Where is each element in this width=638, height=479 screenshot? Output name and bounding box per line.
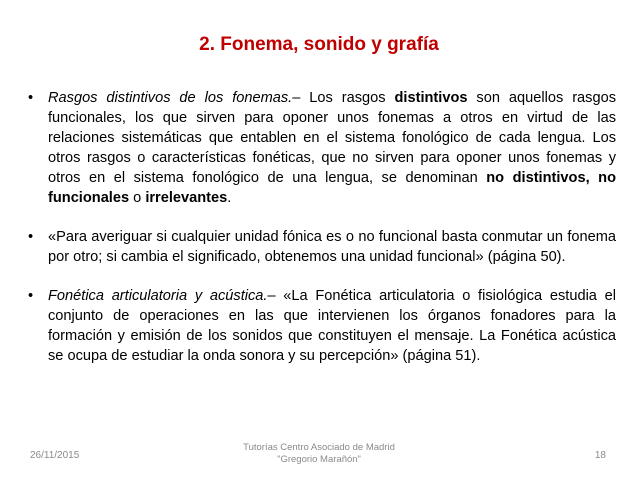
bullet-lead-italic: Rasgos distintivos de los fonemas. bbox=[48, 90, 293, 106]
bullet-text: – Los rasgos bbox=[292, 90, 395, 106]
footer-date: 26/11/2015 bbox=[30, 450, 80, 461]
bullet-bold-term: no distintivos, no funcionales bbox=[48, 170, 616, 206]
bullet-text: «Para averiguar si cualquier unidad fónica es o no funcional basta conmutar un fonema por otro; si cambia el significado, obtenemos una unidad funcional» (página 50). bbox=[48, 229, 616, 265]
bullet-text: – «La Fonética articulatoria o fisiológica estudia el conjunto de operaciones en las que intervienen los órganos fonadores para la formación y emisión de los sonidos que constituyen el mensaje. La Fonética acústica se ocupa de estudiar la onda sonora y su percepción» (página 51). bbox=[48, 288, 617, 364]
bullet-text: o bbox=[129, 190, 146, 206]
bullet-marker: • bbox=[28, 288, 34, 304]
bullet-marker: • bbox=[28, 90, 34, 106]
bullet-text: . bbox=[227, 190, 232, 206]
bullet-lead-italic: Fonética articulatoria y acústica. bbox=[48, 288, 268, 304]
footer-org-line-2: "Gregorio Marañón" bbox=[277, 454, 361, 465]
bullet-item-conmutar bbox=[28, 227, 616, 267]
bullet-item-rasgos bbox=[28, 88, 616, 208]
bullet-item-fonetica bbox=[28, 286, 616, 366]
bullet-list bbox=[28, 88, 616, 385]
bullet-marker: • bbox=[28, 229, 34, 245]
footer-organization bbox=[219, 442, 419, 466]
footer-org-line-1: Tutorías Centro Asociado de Madrid bbox=[243, 442, 395, 453]
bullet-bold-term: distintivos bbox=[394, 90, 468, 106]
bullet-text: son aquellos rasgos funcionales, los que sirven para oponer unos fonemas a otros en virtud de las relaciones sistemáticas que entablen en el sistema fonológico de cada lengua. Los otros rasgos o características fonéticas, que no sirven para oponer unos fonemas y otros en el sistema fonológico de una lengua, se denominan bbox=[48, 90, 616, 186]
page-number: 18 bbox=[594, 450, 606, 461]
bullet-bold-term: irrelevantes bbox=[145, 190, 228, 206]
slide-title: 2. Fonema, sonido y grafía bbox=[199, 34, 439, 55]
